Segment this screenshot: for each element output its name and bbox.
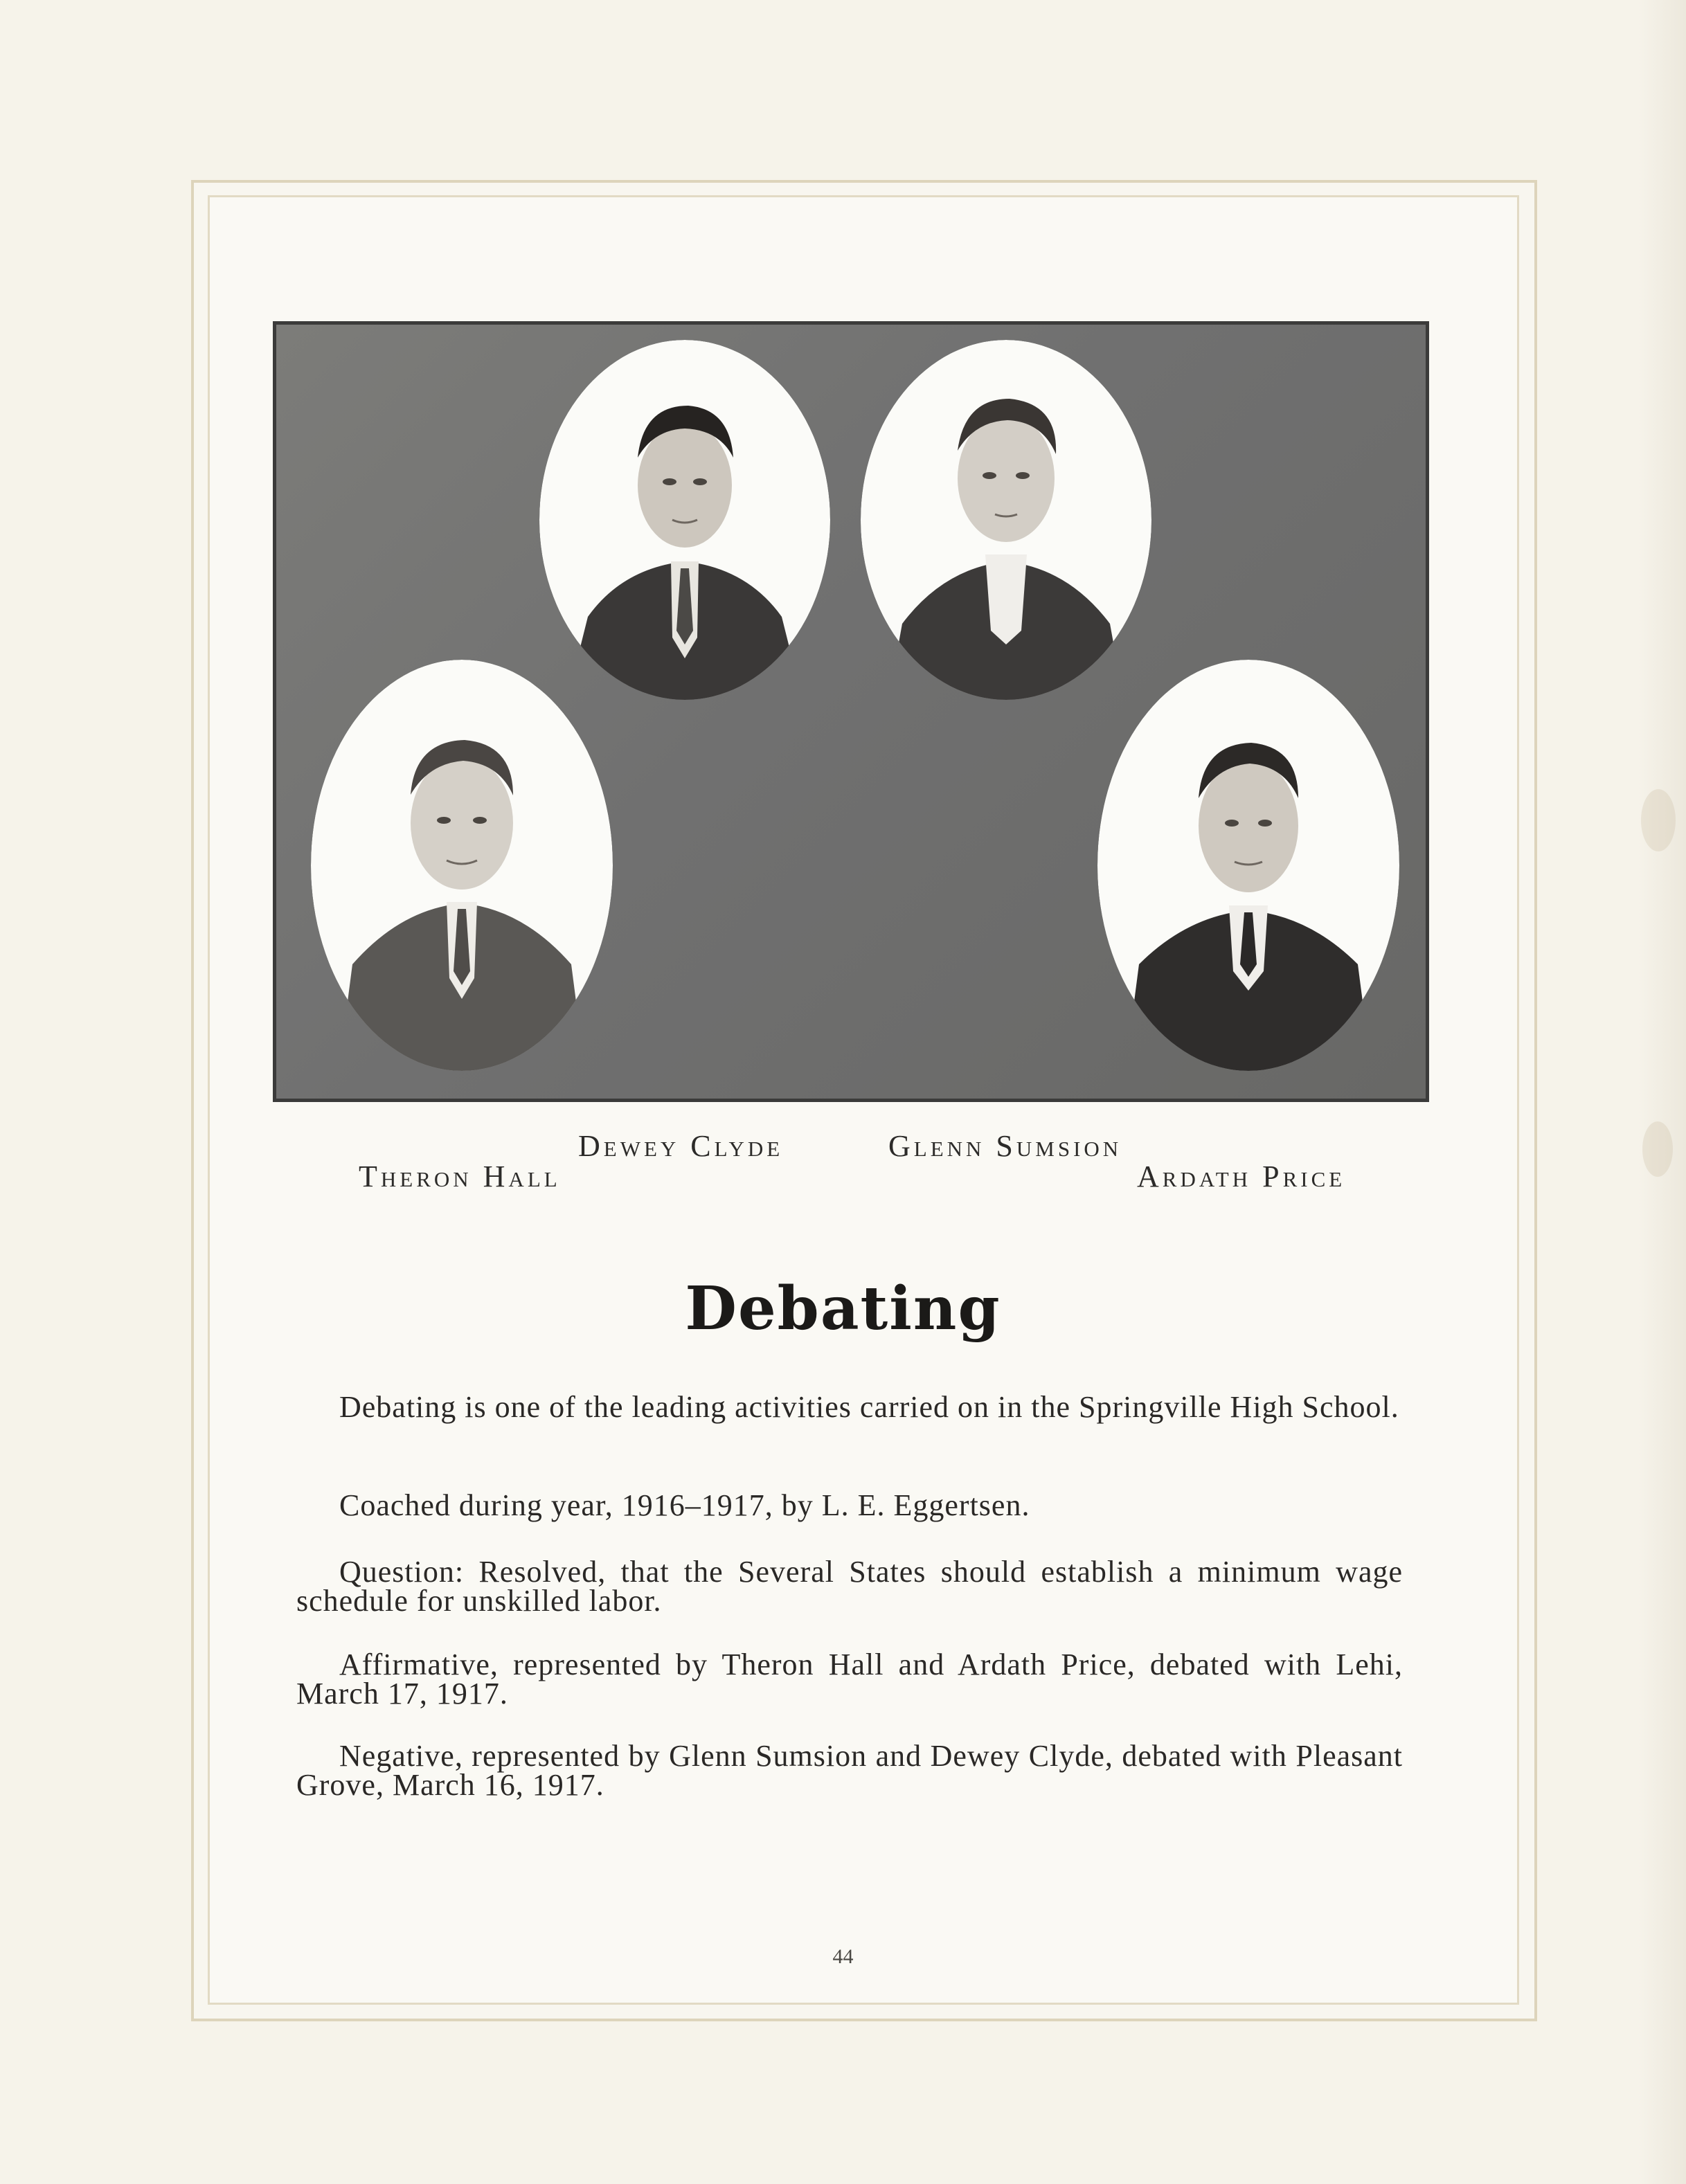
paper-stain: [1642, 1121, 1673, 1177]
photo-plate: [273, 321, 1429, 1102]
portrait-ardath-price: [1097, 660, 1399, 1071]
paragraph-question: Question: Resolved, that the Several States should establish a minimum wage schedule for unskilled labor.: [296, 1555, 1403, 1618]
portrait-glenn-sumsion: [861, 340, 1151, 700]
portrait-theron-hall: [311, 660, 613, 1071]
page-edge-shadow: [1638, 0, 1686, 2184]
paragraph-negative: Negative, represented by Glenn Sumsion and Dewey Clyde, debated with Pleasant Grove, March 16, 1917.: [296, 1739, 1403, 1802]
paragraph-intro: Debating is one of the leading activities carried on in the Springville High School.: [339, 1390, 1399, 1424]
caption-glenn-sumsion: Glenn Sumsion: [888, 1129, 1122, 1163]
portrait-dewey-clyde: [539, 340, 830, 700]
caption-dewey-clyde: Dewey Clyde: [578, 1129, 784, 1163]
caption-theron-hall: Theron Hall: [359, 1159, 561, 1193]
section-title: Debating: [685, 1274, 1001, 1344]
paragraph-affirmative: Affirmative, represented by Theron Hall and Ardath Price, debated with Lehi, March 17, 1917.: [296, 1648, 1403, 1711]
paragraph-coach: Coached during year, 1916–1917, by L. E. Eggertsen.: [339, 1488, 1030, 1522]
caption-ardath-price: Ardath Price: [1137, 1159, 1346, 1193]
page-number: 44: [832, 1945, 854, 1968]
paper-stain: [1641, 789, 1676, 851]
